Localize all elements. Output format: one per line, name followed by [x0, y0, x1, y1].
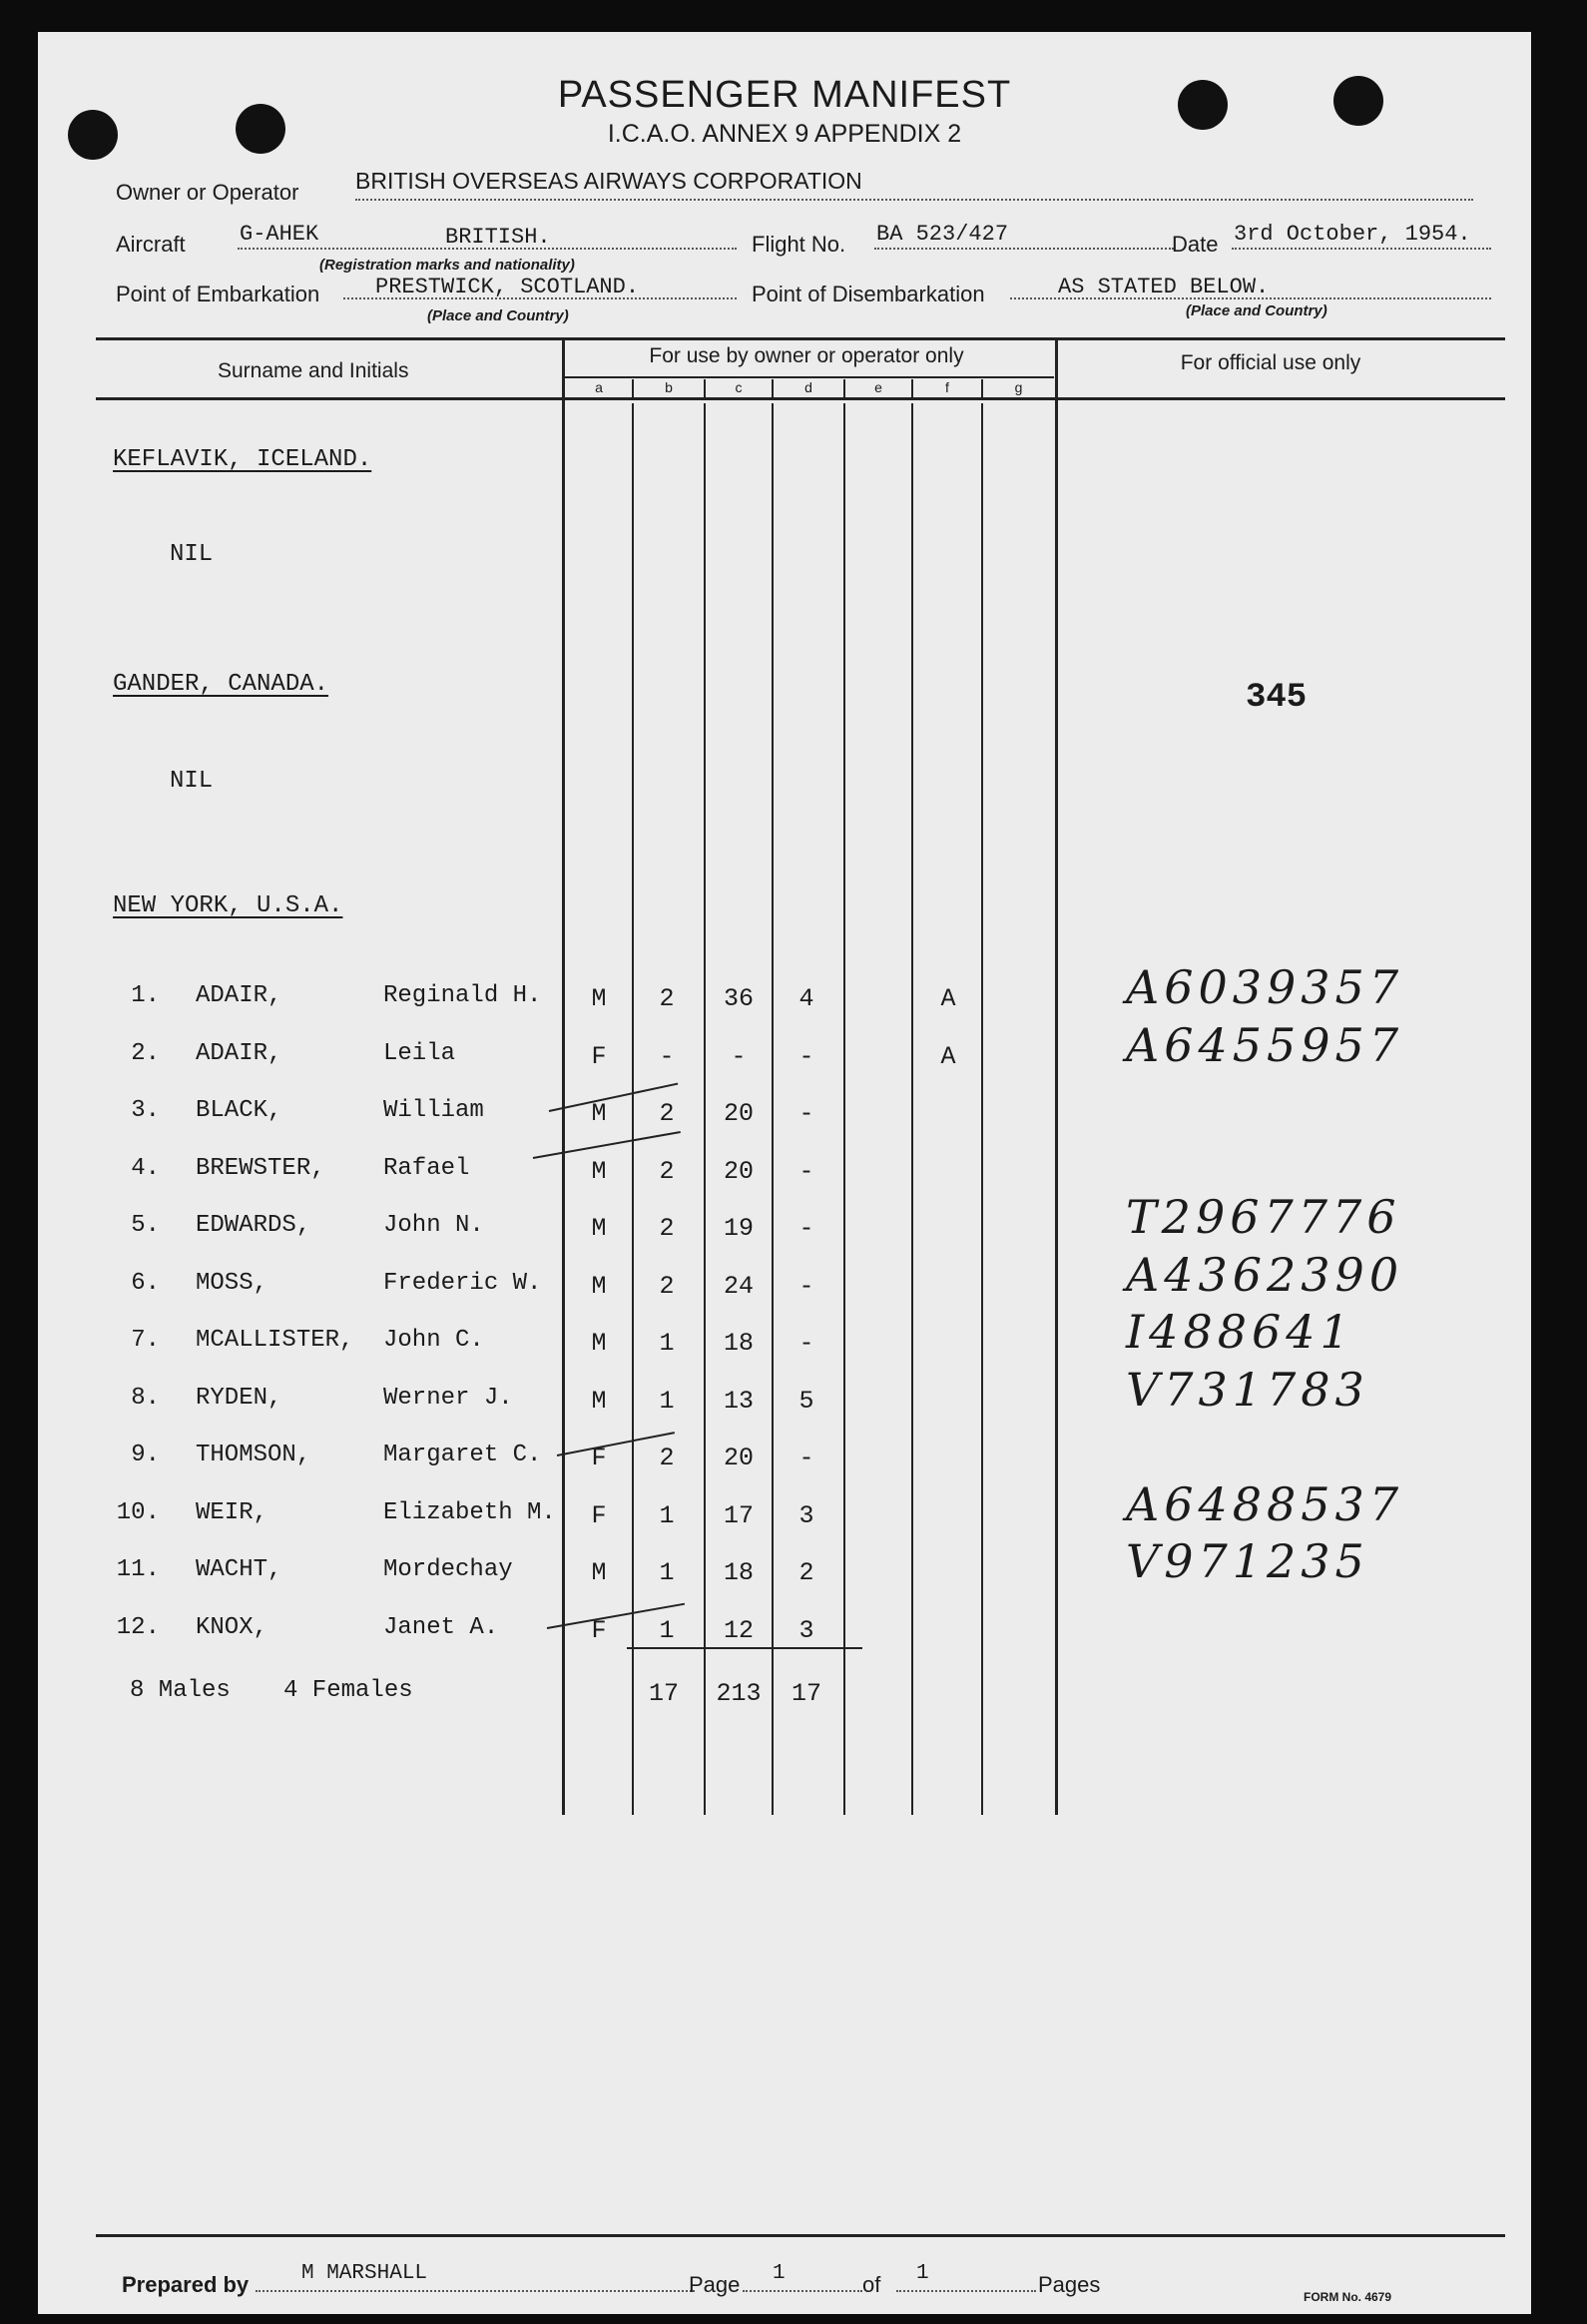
passenger-surname: ADAIR, — [196, 982, 282, 1009]
passenger-col-c: 18 — [723, 1558, 754, 1587]
passenger-number: 11. — [116, 1556, 160, 1583]
passenger-col-c: 24 — [723, 1272, 754, 1301]
passenger-given-names: Mordechay — [383, 1556, 513, 1583]
total-col-d: 17 — [791, 1679, 821, 1708]
passenger-col-d: 4 — [798, 984, 814, 1013]
section-gander: GANDER, CANADA. — [113, 671, 329, 698]
passenger-col-c: 19 — [723, 1214, 754, 1243]
header-letter-tick — [632, 379, 634, 399]
column-letter-d: d — [804, 379, 812, 395]
passenger-col-d: 2 — [798, 1558, 814, 1587]
passenger-col-c: 20 — [723, 1099, 754, 1128]
passenger-col-b: 1 — [659, 1616, 675, 1645]
section-new-york: NEW YORK, U.S.A. — [113, 892, 343, 919]
passenger-col-c: - — [731, 1042, 747, 1071]
passenger-number: 1. — [131, 982, 160, 1009]
passenger-col-c: 17 — [723, 1501, 754, 1530]
passenger-surname: MCALLISTER, — [196, 1327, 354, 1354]
passenger-col-d: - — [798, 1444, 814, 1472]
passenger-number: 7. — [131, 1327, 160, 1354]
passenger-col-b: 2 — [659, 1157, 675, 1186]
table-top-rule — [96, 337, 1505, 340]
passenger-col-b: 2 — [659, 1214, 675, 1243]
passenger-col-c: 18 — [723, 1329, 754, 1358]
passenger-given-names: Reginald H. — [383, 982, 542, 1009]
passenger-surname: MOSS, — [196, 1270, 268, 1297]
passenger-col-a: F — [591, 1616, 607, 1645]
column-letter-c: c — [735, 379, 743, 395]
passenger-col-d: - — [798, 1099, 814, 1128]
column-letter-g: g — [1014, 379, 1023, 395]
passenger-col-a: M — [591, 1214, 607, 1243]
disembarkation-label: Point of Disembarkation — [752, 282, 985, 306]
flight-number: BA 523/427 — [876, 222, 1009, 247]
form-number: FORM No. 4679 — [1304, 2290, 1392, 2304]
total-col-c: 213 — [716, 1679, 762, 1708]
passenger-col-a: M — [591, 1099, 607, 1128]
date-label: Date — [1172, 232, 1219, 257]
passenger-given-names: John N. — [383, 1212, 484, 1239]
col-divider-surname — [562, 337, 565, 1815]
registration-caption: (Registration marks and nationality) — [319, 257, 575, 274]
official-document-number: A4362390 — [1126, 1248, 1404, 1302]
passenger-col-c: 36 — [723, 984, 754, 1013]
passenger-given-names: John C. — [383, 1327, 484, 1354]
passenger-col-d: - — [798, 1272, 814, 1301]
col-owner-use-header: For use by owner or operator only — [649, 344, 964, 367]
passenger-col-a: M — [591, 1387, 607, 1416]
passenger-surname: EDWARDS, — [196, 1212, 311, 1239]
header-letter-tick — [981, 379, 983, 399]
official-document-number: A6455957 — [1126, 1018, 1404, 1072]
passenger-col-c: 20 — [723, 1157, 754, 1186]
disembarkation-caption: (Place and Country) — [1186, 302, 1327, 319]
aircraft-label: Aircraft — [116, 232, 186, 257]
totals-rule — [627, 1647, 862, 1649]
passenger-number: 8. — [131, 1385, 160, 1412]
header-letter-tick — [843, 379, 845, 399]
owner-use-subrule — [565, 376, 1054, 378]
passenger-col-c: 20 — [723, 1444, 754, 1472]
passenger-col-b: 1 — [659, 1387, 675, 1416]
section-keflavik: KEFLAVIK, ICELAND. — [113, 446, 372, 473]
disembarkation-value: AS STATED BELOW. — [1058, 275, 1270, 299]
official-document-number: V971235 — [1126, 1534, 1369, 1588]
passenger-given-names: Elizabeth M. — [383, 1499, 556, 1526]
passenger-number: 12. — [116, 1614, 160, 1641]
passenger-col-f: A — [940, 984, 956, 1013]
passenger-surname: BLACK, — [196, 1097, 282, 1124]
passenger-given-names: Rafael — [383, 1155, 470, 1182]
column-letter-b: b — [665, 379, 673, 395]
passenger-given-names: Leila — [383, 1040, 456, 1067]
column-letter-e: e — [874, 379, 882, 395]
section-gander-nil: NIL — [170, 768, 214, 795]
passenger-col-d: - — [798, 1214, 814, 1243]
passenger-col-d: 5 — [798, 1387, 814, 1416]
passenger-col-b: 2 — [659, 1444, 675, 1472]
section-keflavik-nil: NIL — [170, 541, 214, 568]
col-divider-e-f — [911, 403, 913, 1815]
aircraft-registration: G-AHEK — [240, 222, 319, 247]
passenger-surname: BREWSTER, — [196, 1155, 325, 1182]
passenger-number: 4. — [131, 1155, 160, 1182]
passenger-given-names: Janet A. — [383, 1614, 499, 1641]
embarkation-label: Point of Embarkation — [116, 282, 320, 306]
column-letter-f: f — [945, 379, 949, 395]
passenger-given-names: Frederic W. — [383, 1270, 542, 1297]
passenger-given-names: Werner J. — [383, 1385, 513, 1412]
passenger-given-names: William — [383, 1097, 484, 1124]
official-document-number: A6488537 — [1126, 1477, 1404, 1531]
passenger-col-d: 3 — [798, 1616, 814, 1645]
prepared-by-label: Prepared by — [122, 2272, 250, 2297]
passenger-number: 2. — [131, 1040, 160, 1067]
passenger-surname: ADAIR, — [196, 1040, 282, 1067]
passenger-number: 10. — [116, 1499, 160, 1526]
passenger-number: 5. — [131, 1212, 160, 1239]
passenger-number: 9. — [131, 1442, 160, 1468]
official-number: 345 — [1246, 679, 1308, 717]
passenger-col-a: M — [591, 1558, 607, 1587]
passenger-number: 6. — [131, 1270, 160, 1297]
passenger-col-d: 3 — [798, 1501, 814, 1530]
col-divider-d-e — [843, 403, 845, 1815]
passenger-col-b: 2 — [659, 1099, 675, 1128]
header-letter-tick — [911, 379, 913, 399]
passenger-number: 3. — [131, 1097, 160, 1124]
table-header-rule — [96, 397, 1505, 400]
passenger-col-d: - — [798, 1329, 814, 1358]
column-letter-a: a — [595, 379, 603, 395]
passenger-col-b: 1 — [659, 1329, 675, 1358]
passenger-col-a: F — [591, 1444, 607, 1472]
passenger-surname: THOMSON, — [196, 1442, 311, 1468]
header-letter-tick — [772, 379, 774, 399]
page-total: 1 — [916, 2262, 929, 2285]
footer-rule — [96, 2234, 1505, 2237]
passenger-col-a: F — [591, 1042, 607, 1071]
official-document-number: I488641 — [1126, 1305, 1354, 1359]
aircraft-nationality: BRITISH. — [445, 225, 551, 250]
totals-females: 4 Females — [283, 1677, 413, 1704]
page-label: Page — [689, 2272, 741, 2297]
official-document-number: T2967776 — [1126, 1190, 1401, 1244]
official-document-number: V731783 — [1126, 1363, 1369, 1417]
owner-value: BRITISH OVERSEAS AIRWAYS CORPORATION — [355, 168, 1473, 201]
strike-mark-row-4 — [533, 1131, 681, 1159]
passenger-col-b: 1 — [659, 1501, 675, 1530]
passenger-col-b: 2 — [659, 1272, 675, 1301]
total-col-b: 17 — [648, 1679, 679, 1708]
page-number: 1 — [773, 2262, 786, 2285]
col-divider-f-g — [981, 403, 983, 1815]
form-subtitle: I.C.A.O. ANNEX 9 APPENDIX 2 — [607, 120, 962, 148]
passenger-col-f: A — [940, 1042, 956, 1071]
manifest-sheet — [38, 32, 1531, 2314]
passenger-col-c: 12 — [723, 1616, 754, 1645]
passenger-col-a: M — [591, 984, 607, 1013]
col-surname-header: Surname and Initials — [218, 359, 409, 382]
embarkation-value: PRESTWICK, SCOTLAND. — [375, 275, 640, 299]
passenger-col-d: - — [798, 1157, 814, 1186]
passenger-col-a: M — [591, 1329, 607, 1358]
official-document-number: A6039357 — [1126, 960, 1404, 1014]
passenger-given-names: Margaret C. — [383, 1442, 542, 1468]
passenger-col-b: 1 — [659, 1558, 675, 1587]
date-value: 3rd October, 1954. — [1234, 222, 1471, 247]
passenger-col-d: - — [798, 1042, 814, 1071]
passenger-col-a: M — [591, 1157, 607, 1186]
form-title: PASSENGER MANIFEST — [557, 74, 1012, 116]
passenger-col-b: 2 — [659, 984, 675, 1013]
passenger-col-a: F — [591, 1501, 607, 1530]
embarkation-caption: (Place and Country) — [427, 307, 569, 324]
totals-males: 8 Males — [130, 1677, 231, 1704]
passenger-surname: WACHT, — [196, 1556, 282, 1583]
passenger-col-a: M — [591, 1272, 607, 1301]
passenger-surname: KNOX, — [196, 1614, 268, 1641]
flight-label: Flight No. — [752, 232, 846, 257]
passenger-surname: WEIR, — [196, 1499, 268, 1526]
page-dotted-line — [743, 2268, 862, 2292]
header-letter-tick — [704, 379, 706, 399]
pages-label: Pages — [1038, 2272, 1101, 2297]
of-label: of — [862, 2272, 881, 2297]
passenger-col-b: - — [659, 1042, 675, 1071]
prepared-by-value: M MARSHALL — [301, 2262, 428, 2285]
col-official-use-header: For official use only — [1180, 351, 1361, 374]
owner-label: Owner or Operator — [116, 180, 299, 205]
passenger-col-c: 13 — [723, 1387, 754, 1416]
col-divider-official — [1055, 337, 1058, 1815]
passenger-surname: RYDEN, — [196, 1385, 282, 1412]
